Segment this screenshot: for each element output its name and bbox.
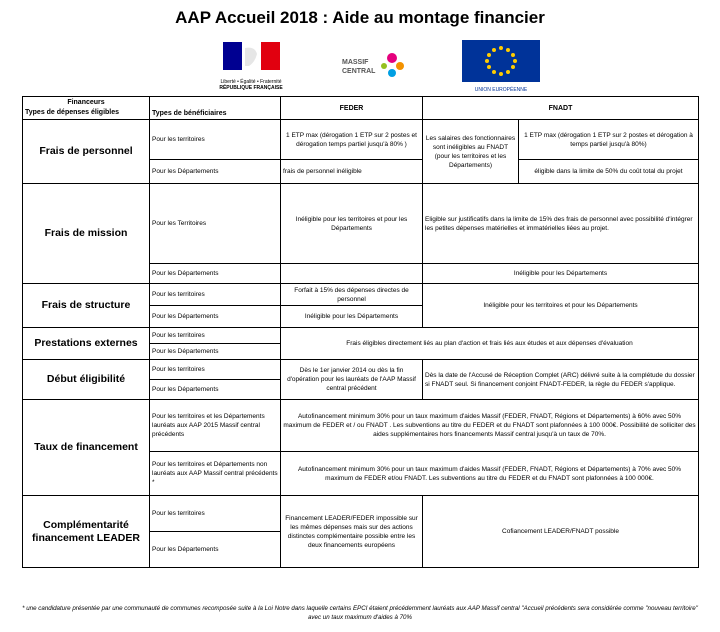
massif-central-logo (340, 46, 410, 86)
beneficiary-cell: Pour les territoires (150, 360, 281, 380)
header-financeurs: Financeurs (67, 99, 105, 106)
fnadt-cell: éligible dans la limite de 50% du coût total du projet (519, 160, 699, 184)
fnadt-cell: Cofiancement LEADER/FNADT possible (423, 496, 699, 568)
beneficiary-cell: Pour les territoires (150, 496, 281, 532)
table-row (23, 184, 699, 264)
feder-cell: Inéligible pour les Départements (281, 306, 423, 328)
header-feder: FEDER (281, 97, 423, 120)
fnadt-cell: Dès la date de l'Accusé de Réception Complet (ARC) délivré suite à la complétude du dossier si FNADT seul. Si financement conjoint FNADT-FEDER, la règle du FEDER s'applique. (423, 360, 699, 400)
beneficiary-cell: Pour les Départements (150, 344, 281, 360)
feder-fnadt-cell: Autofinancement minimum 30% pour un taux maximum d'aides Massif (FEDER, FNADT, Régions et Départements) à 70% avec 50% maximum de FEDER et/ou FNADT. Les subventions au titre du FEDER et du FNADT sont plafonnées à 100 000€. (281, 452, 699, 496)
category-frais-structure: Frais de structure (23, 284, 150, 328)
funding-table (22, 96, 699, 568)
fnadt-cell: 1 ETP max (dérogation 1 ETP sur 2 postes et dérogation à temps partiel jusqu'à 80%) (519, 120, 699, 160)
rf-name: RÉPUBLIQUE FRANÇAISE (219, 85, 283, 91)
beneficiary-cell: Pour les territoires et Départements non lauréats aux AAP Massif central précédents * (150, 452, 281, 496)
category-frais-mission: Frais de mission (23, 184, 150, 284)
beneficiary-cell: Pour les territoires (150, 284, 281, 306)
category-complementarite-leader: Complémentarité financement LEADER (23, 496, 150, 568)
beneficiary-cell: Pour les Départements (150, 160, 281, 184)
fnadt-cell: Inéligible pour les territoires et pour les Départements (423, 284, 699, 328)
beneficiary-cell: Pour les Départements (150, 264, 281, 284)
eu-caption: UNION EUROPÉENNE (474, 87, 528, 93)
header-beneficiaires: Types de bénéficiaires (150, 97, 281, 120)
category-prestations-externes: Prestations externes (23, 328, 150, 360)
logos-bar (0, 40, 720, 93)
union-europeenne-logo (462, 40, 540, 93)
table-row (23, 496, 699, 532)
fnadt-cell: Inéligible pour les Départements (423, 264, 699, 284)
page-title: AAP Accueil 2018 : Aide au montage financier (175, 8, 545, 27)
beneficiary-cell: Pour les territoires (150, 120, 281, 160)
fnadt-cell: Eligible sur justificatifs dans la limite de 15% des frais de personnel avec possibilité d'intégrer les petites dépenses matérielles et immatérielles liées au projet. (423, 184, 699, 264)
category-taux-financement: Taux de financement (23, 400, 150, 496)
header-corner (23, 97, 150, 120)
massif-text-2: CENTRAL (342, 68, 376, 75)
beneficiary-cell: Pour les Départements (150, 306, 281, 328)
beneficiary-cell: Pour les Départements (150, 380, 281, 400)
category-debut-eligibilite: Début éligibilité (23, 360, 150, 400)
table-row (23, 284, 699, 306)
feder-cell: 1 ETP max (dérogation 1 ETP sur 2 postes et dérogation temps partiel jusqu'à 80% ) (281, 120, 423, 160)
footnote: * une candidature présentée par une communauté de communes recomposée suite à la Loi Notre dans laquelle certains EPCI étaient précédemment lauréats aux AAP Massif central "Accueil précédents sera considérée comme "nouveau territoire" avec un taux maximum d'aides à 70% (22, 605, 698, 621)
header-fnadt: FNADT (423, 97, 699, 120)
feder-cell: Dès le 1er janvier 2014 ou dès la fin d'opération pour les lauréats de l'AAP Massif central précédent (281, 360, 423, 400)
table-row (23, 360, 699, 380)
republique-francaise-logo (205, 40, 297, 90)
category-frais-personnel: Frais de personnel (23, 120, 150, 184)
feder-cell: Forfait à 15% des dépenses directes de personnel (281, 284, 423, 306)
header-types-depenses: Types de dépenses éligibles (25, 109, 120, 116)
beneficiary-cell: Pour les territoires et les Départements lauréats aux AAP 2015 Massif central précédents (150, 400, 281, 452)
feder-fnadt-cell: Autofinancement minimum 30% pour un taux maximum d'aides Massif (FEDER, FNADT, Régions et Départements) à 60% avec 50% maximum de FEDER et / ou FNADT . Les subventions au titre du FEDER et du FNADT sont plafonnées à 100 000€. Possibilité de solliciter des aides supplémentaires hors financements Massif central jusqu'à un taux de 70%. (281, 400, 699, 452)
beneficiary-cell: Pour les Départements (150, 532, 281, 568)
table-row (23, 328, 699, 344)
feder-cell: Inéligible pour les territoires et pour les Départements (281, 184, 423, 264)
table-row (23, 400, 699, 452)
massif-text-1: MASSIF (342, 59, 369, 66)
beneficiary-cell: Pour les territoires (150, 328, 281, 344)
table-row (23, 120, 699, 160)
rf-motto: Liberté • Égalité • Fraternité (220, 79, 282, 85)
feder-cell: Financement LEADER/FEDER impossible sur les mêmes dépenses mais sur des actions distinctes complémentaire possible entre les deux financements européens (281, 496, 423, 568)
feder-fnadt-cell: Frais éligibles directement liés au plan d'action et frais liés aux études et aux dépenses d'évaluation (281, 328, 699, 360)
header-row (23, 97, 699, 120)
feder-cell: frais de personnel inéligible (281, 160, 423, 184)
beneficiary-cell: Pour les Territoires (150, 184, 281, 264)
fnadt-note-cell: Les salaires des fonctionnaires sont inéligibles au FNADT (pour les territoires et les Départements) (423, 120, 519, 184)
feder-cell (281, 264, 423, 284)
